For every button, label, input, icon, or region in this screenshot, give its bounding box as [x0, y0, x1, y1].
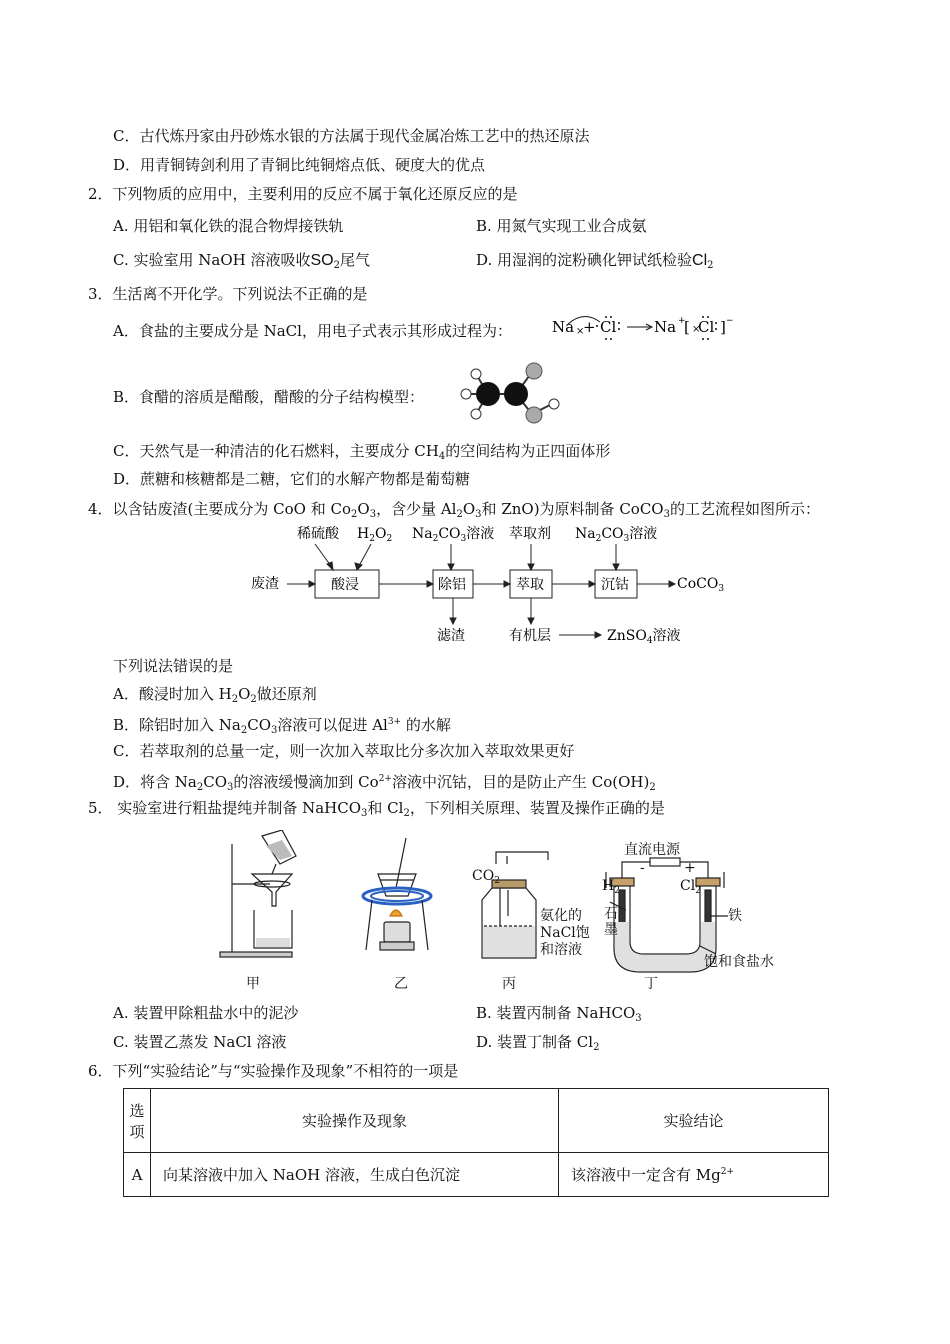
q3-option-c: C．天然气是一种清洁的化石燃料，主要成分 $CH_4$的空间结构为正四面体形: [113, 442, 611, 462]
label-jia: 甲: [246, 976, 260, 992]
q2-option-a: A. 用铝和氧化铁的混合物焊接铁轨: [113, 217, 344, 235]
q3-stem: 3．生活离不开化学。下列说法不正确的是: [88, 285, 368, 303]
label-nacl-1: 氨化的: [540, 908, 582, 924]
q4-ask: 下列说法错误的是: [113, 657, 234, 675]
q6-table: [123, 1088, 829, 1197]
filtration-apparatus: [220, 830, 296, 957]
label-h2: $H_2$: [602, 878, 620, 896]
table-row: [124, 1153, 829, 1197]
q5-option-a: A. 装置甲除粗盐水中的泥沙: [113, 1004, 299, 1022]
q5-stem: 5． 实验室进行粗盐提纯并制备 NaHCO$_3$和 $Cl_2$，下列相关原理、装置及操作正确的是: [88, 799, 665, 819]
formula-cl: Cl: [600, 318, 617, 336]
label-iron: 铁: [728, 908, 742, 924]
q2-option-b: B. 用氮气实现工业合成氨: [476, 217, 647, 235]
oxygen-atom: [526, 407, 542, 423]
evaporation-apparatus: [363, 838, 431, 950]
q3-option-a: A．食盐的主要成分是 NaCl，用电子式表示其形成过程为：: [113, 322, 512, 340]
row-operation: 向某溶液中加入 NaOH 溶液，生成白色沉淀: [151, 1153, 559, 1197]
process-flow-diagram: [245, 522, 735, 650]
q4-option-b: B．除铝时加入 $Na_2CO_3$溶液可以促进 $Al^{3+}$ 的水解: [113, 716, 451, 736]
byproduct-znso4: ZnSO$_4$溶液: [607, 628, 681, 646]
q4-option-d: D．将含 $Na_2CO_3$的溶液缓慢滴加到 $Co^{2+}$溶液中沉钴，目的是防止产生 $Co(OH)_2$: [113, 773, 656, 793]
formula-cross: ×: [576, 326, 585, 337]
q5-option-c: C. 装置乙蒸发 NaCl 溶液: [113, 1033, 287, 1051]
apparatus-figure: [210, 830, 790, 998]
label-brine: 饱和食盐水: [704, 954, 774, 970]
q5-option-b: B. 装置丙制备 NaHCO$_3$: [476, 1004, 642, 1024]
step-extract: 萃取: [516, 577, 544, 593]
product-coco3: CoCO$_3$: [677, 576, 725, 594]
svg-text:×: ×: [692, 324, 701, 335]
carbon-atom: [504, 382, 528, 406]
label-graphite-2: 墨: [604, 922, 618, 938]
q1-option-c: C．古代炼丹家由丹砂炼水银的方法属于现代金属冶炼工艺中的热还原法: [113, 127, 590, 145]
label-co2: $CO_2$: [472, 868, 500, 886]
header-option: 选 项: [124, 1089, 151, 1153]
reagent-h2o2: $H_2O_2$: [357, 526, 393, 544]
formula-na-charge: +: [678, 316, 686, 326]
label-nacl-3: 和溶液: [540, 942, 582, 958]
q4-stem: 4．以含钴废渣(主要成分为 CoO 和 $Co_2O_3$，含少量 $Al_2O_3$和 ZnO)为原料制备 CoCO$_3$的工艺流程如图所示：: [88, 500, 820, 520]
label-graphite-1: 石: [604, 906, 618, 922]
header-conclusion: 实验结论: [559, 1089, 829, 1153]
q2-option-d: D. 用湿润的淀粉碘化钾试纸检验$Cl_2$: [476, 251, 714, 271]
byproduct-organic: 有机层: [509, 628, 551, 644]
electron-formula-diagram: [550, 310, 740, 344]
byproduct-residue: 滤渣: [437, 628, 465, 644]
label-plus: +: [684, 860, 696, 876]
reagent-extractant: 萃取剂: [509, 526, 551, 542]
q2-stem: 2．下列物质的应用中，主要利用的反应不属于氧化还原反应的是: [88, 185, 518, 203]
formula-plus: +: [583, 318, 596, 336]
formula-na: Na: [552, 318, 575, 336]
q4-option-c: C．若萃取剂的总量一定，则一次加入萃取比分多次加入萃取效果更好: [113, 742, 575, 760]
step-precipitate: 沉钴: [601, 577, 629, 593]
label-ding: 丁: [644, 976, 658, 992]
svg-text:]: ]: [720, 318, 726, 336]
step-remove-al: 除铝: [438, 577, 466, 593]
row-conclusion: 该溶液中一定含有 $Mg^{2+}$: [559, 1153, 829, 1197]
label-power: 直流电源: [624, 842, 680, 858]
q4-option-a: A．酸浸时加入 $H_2O_2$做还原剂: [113, 685, 317, 705]
formula-cl-ion: Cl: [698, 318, 715, 336]
input-waste: 废渣: [251, 576, 279, 592]
q3-option-d: D．蔗糖和核糖都是二糖，它们的水解产物都是葡萄糖: [113, 470, 471, 488]
label-cl2: $Cl_2$: [680, 878, 701, 896]
svg-text:[: [: [684, 318, 690, 336]
q1-option-d: D．用青铜铸剑利用了青铜比纯铜熔点低、硬度大的优点: [113, 156, 486, 174]
formula-cl-charge: −: [726, 316, 734, 326]
label-yi: 乙: [394, 976, 408, 992]
reagent-na2co3-1: $Na_2CO_3$溶液: [412, 526, 495, 544]
reagent-na2co3-2: $Na_2CO_3$溶液: [575, 526, 658, 544]
q5-option-d: D. 装置丁制备 $Cl_2$: [476, 1033, 600, 1053]
label-nacl-2: NaCl饱: [540, 925, 590, 941]
q2-option-c: C. 实验室用 NaOH 溶液吸收$SO_2$尾气: [113, 251, 370, 271]
label-minus: -: [640, 860, 645, 876]
formula-na-ion: Na: [654, 318, 677, 336]
carbon-atom: [476, 382, 500, 406]
acetic-acid-model: [458, 360, 568, 428]
header-operation: 实验操作及现象: [151, 1089, 559, 1153]
step-acid-leach: 酸浸: [331, 577, 359, 593]
row-option: A: [124, 1153, 151, 1197]
q6-stem: 6．下列“实验结论”与“实验操作及现象”不相符的一项是: [88, 1062, 459, 1080]
oxygen-atom: [526, 363, 542, 379]
table-header-row: [124, 1089, 829, 1153]
label-bing: 丙: [502, 976, 516, 992]
reagent-sulfuric-acid: 稀硫酸: [297, 526, 339, 542]
q3-option-b: B．食醋的溶质是醋酸，醋酸的分子结构模型：: [113, 388, 425, 406]
